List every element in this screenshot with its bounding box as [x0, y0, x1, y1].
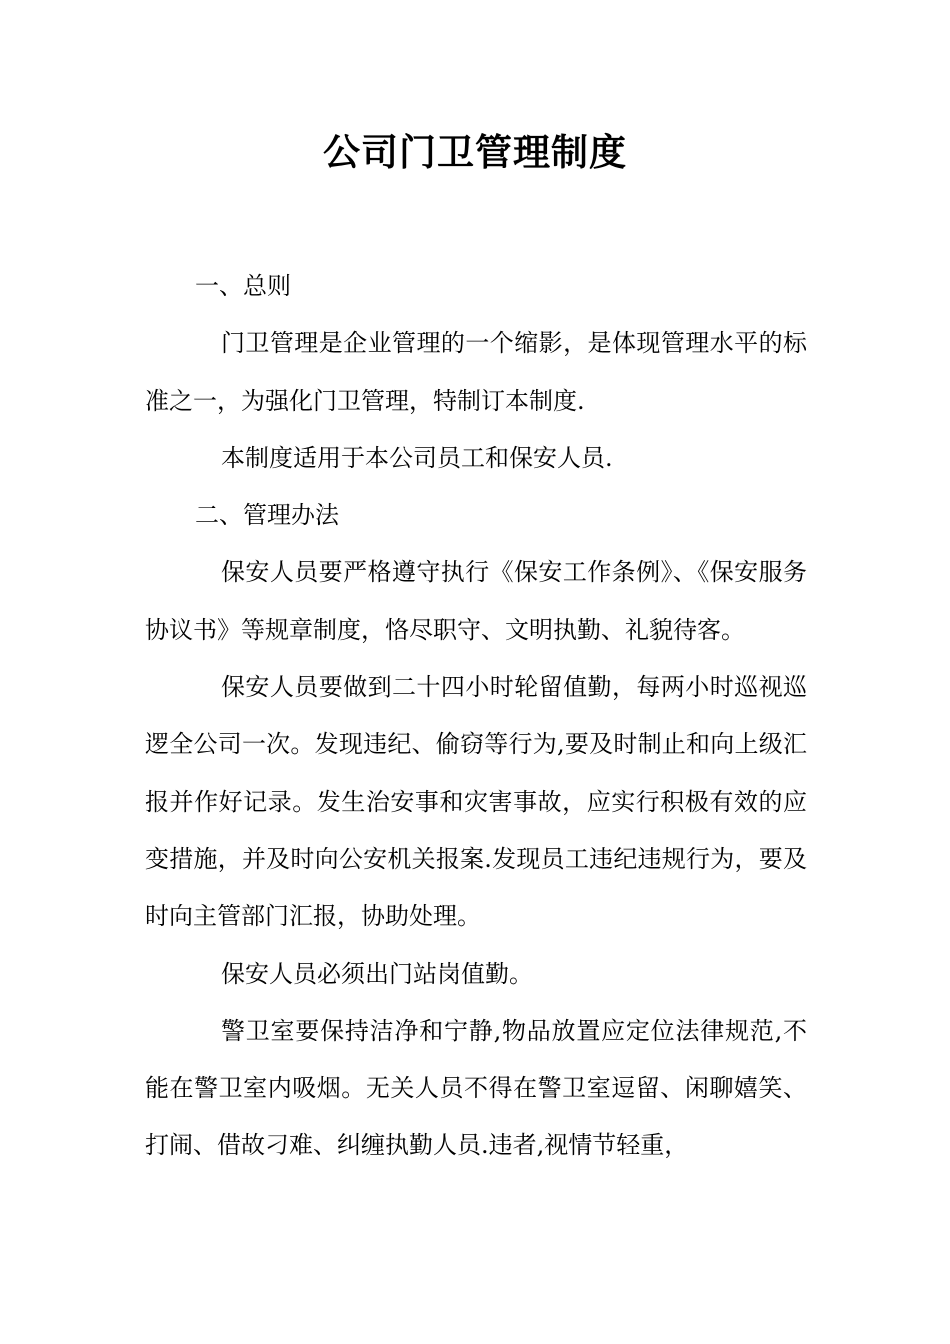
section-heading-management: 二、管理办法 [195, 501, 339, 530]
paragraph-scope: 本制度适用于本公司员工和保安人员. [221, 443, 613, 472]
paragraph-patrol: 保安人员要做到二十四小时轮留值勤，每两小时巡视巡逻全公司一次。发现违纪、偷窃等行为,要及时制止和向上级汇报并作好记录。发生治安事和灾害事故，应实行积极有效的应变措施，并及时向公安机关报案.发现员工违纪违规行为，要及时向主管部门汇报，协助处理。 [145, 673, 807, 931]
page-title: 公司门卫管理制度 [323, 130, 627, 174]
section-heading-general: 一、总则 [195, 272, 291, 300]
paragraph-guardroom: 警卫室要保持洁净和宁静,物品放置应定位法律规范,不能在警卫室内吸烟。无关人员不得在警卫室逗留、闲聊嬉笑、打闹、借故刁难、纠缠执勤人员.违者,视情节轻重， [145, 1016, 807, 1160]
document-body [145, 258, 807, 1175]
paragraph-regulations: 保安人员要严格遵守执行《保安工作条例》、《保安服务协议书》等规章制度，恪尽职守、文明执勤、礼貌待客。 [145, 558, 807, 644]
paragraph-purpose: 门卫管理是企业管理的一个缩影，是体现管理水平的标准之一，为强化门卫管理，特制订本制度. [145, 329, 807, 415]
paragraph-duty: 保安人员必须出门站岗值勤。 [221, 959, 533, 988]
